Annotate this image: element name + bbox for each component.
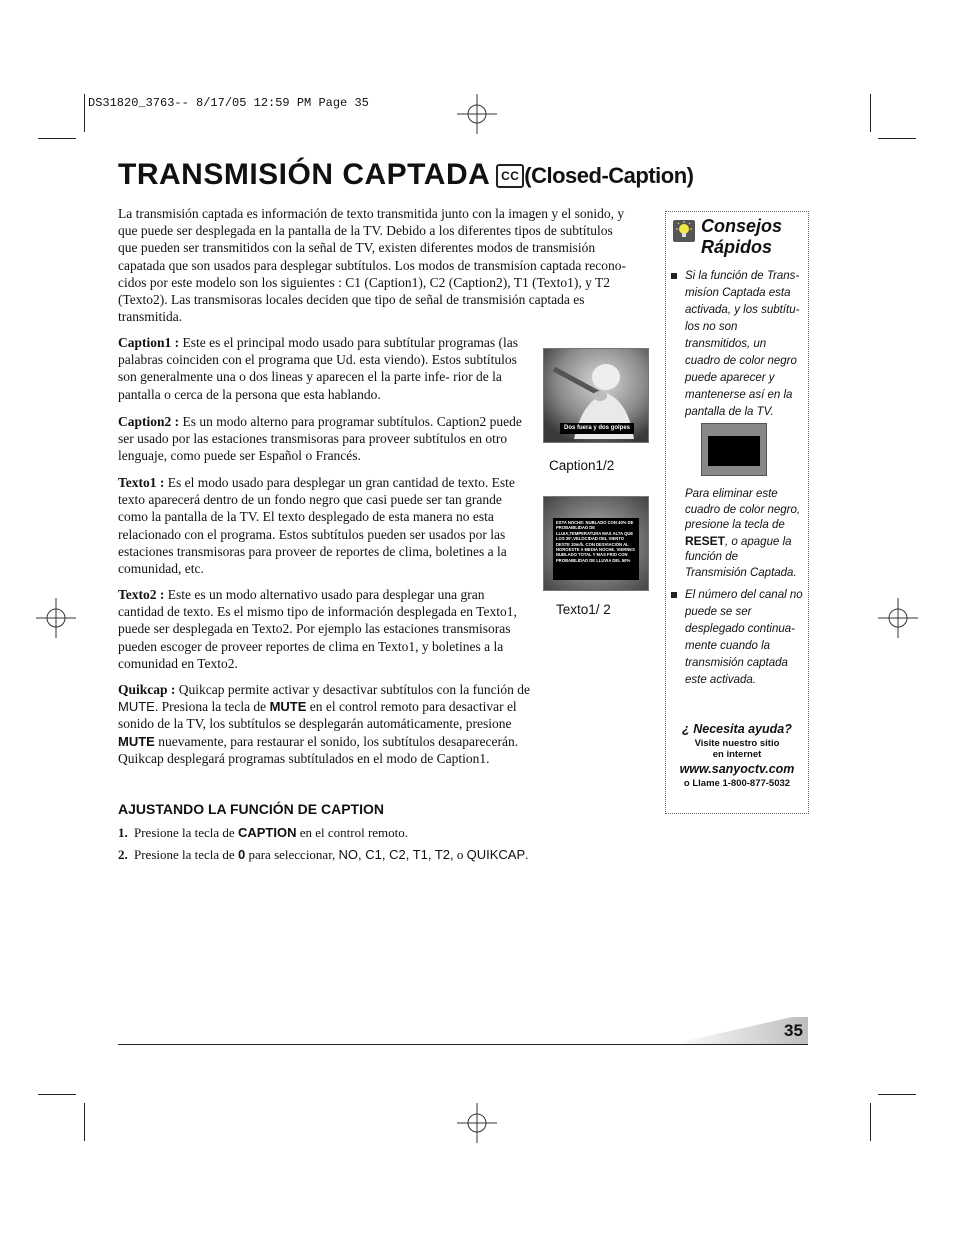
reset-key: RESET — [685, 533, 726, 548]
texto2-paragraph — [118, 586, 518, 672]
step-text: en el control remoto. — [296, 825, 409, 840]
page-number: 35 — [784, 1021, 803, 1040]
step-number: 1. — [118, 825, 128, 840]
help-url-link[interactable]: www.sanyoctv.com — [679, 762, 795, 776]
page-title-main: TRANSMISIÓN CAPTADA — [118, 158, 491, 191]
step-text: . — [525, 847, 529, 862]
step-text: o — [453, 847, 467, 862]
caption2-paragraph — [118, 413, 530, 465]
help-line1: Visite nuestro sitio — [694, 738, 780, 749]
crop-mark — [870, 1103, 871, 1141]
mute-key: MUTE — [118, 733, 155, 749]
step-text: para seleccionar, — [245, 847, 339, 862]
caption2-text: Es un modo alterno para programar subtítulos. Caption2 puede ser usado por las estaciones transmisoras para proveer subtítulos en otro lenguaje, como puede ser Español o Francés. — [118, 414, 522, 464]
caption1-paragraph — [118, 334, 528, 403]
help-question: ¿ Necesita ayuda? — [682, 722, 792, 736]
tip-2: El número del canal no puede se ser desplegado continua- mente cuando la transmisión captada este activada. — [685, 587, 803, 689]
quikcap-paragraph — [118, 681, 534, 767]
step-number: 2. — [118, 847, 128, 862]
caption-example-image — [543, 348, 649, 443]
print-slug: DS31820_3763-- 8/17/05 12:59 PM Page 35 — [88, 96, 369, 110]
texto1-paragraph — [118, 474, 524, 577]
crop-mark — [38, 138, 76, 139]
image2-caption: Texto1/ 2 — [556, 602, 611, 617]
bullet-square-icon — [671, 592, 677, 598]
tip-1: Si la función de Trans- misíon Captada esta activada, y los subtítu- los no son transmitidos, un cuadro de color negro puede aparecer y mantenerse así en la pantalla de la TV. — [685, 268, 803, 421]
page-title — [118, 158, 693, 192]
texto2-text: Este es un modo alternativo usado para desplegar una gran cantidad de texto. Es el mismo tipo de información desplegada en Texto1, puede ser desplegada en Texto2. Por ejemplo las estaciones transmisoras pueden escoger de proveer reportes de clima en Texto1, y boletines a la comunidad en Texto2. — [118, 587, 517, 671]
caption1-term: Caption1 : — [118, 335, 180, 350]
bullet-square-icon — [671, 273, 677, 279]
closed-caption-icon: CC — [496, 164, 524, 188]
caption2-term: Caption2 : — [118, 414, 180, 429]
caption-key: CAPTION — [237, 825, 297, 840]
registration-mark-icon — [457, 94, 497, 134]
quikcap-text: en el control remoto para desactivar el sonido de la TV, los subtítulos se desplegarán automáticamente, presione — [118, 699, 517, 732]
mode-options: NO, C1, C2, T1, T2, — [338, 847, 454, 862]
section-heading: AJUSTANDO LA FUNCIÓN DE CAPTION — [118, 801, 384, 817]
registration-mark-icon — [36, 598, 76, 638]
help-phone: o Llame 1-800-877-5032 — [683, 778, 791, 789]
mute-key: MUTE — [269, 699, 307, 715]
step-1 — [118, 825, 408, 841]
black-box-tv-image — [701, 423, 767, 476]
caption-overlay: Dos fuera y dos golpes — [560, 423, 634, 434]
crop-mark — [878, 1094, 916, 1095]
step-text: Presione la tecla de — [134, 825, 238, 840]
texto1-text: Es el modo usado para desplegar un gran cantidad de texto. Este texto aparecerá dentro de un fondo negro que casi puede ser tan grande como la pantalla de la TV. El texto desplegado de esta manera no esta relacionado con el programa. Estos subtítulos pueden ser usados por las estaciones transmisoras para proveer de reportes de clima, boletines a la comunidad, etc. — [118, 475, 515, 577]
tips-heading — [701, 216, 782, 258]
black-caption-box — [708, 436, 760, 466]
mute-key: MUTE — [118, 699, 155, 715]
step-text: Presione la tecla de — [134, 847, 238, 862]
quikcap-text: Quikcap permite activar y desactivar subtítulos con la función de — [175, 682, 531, 697]
page-title-sub: (Closed-Caption) — [524, 163, 694, 189]
tip-1b: Para eliminar este cuadro de color negro, presione la tecla de RESET, o apague la función de Transmisión Captada. — [685, 488, 801, 579]
crop-mark — [84, 1103, 85, 1141]
image1-caption: Caption1/2 — [549, 458, 615, 473]
text-mode-overlay: ESTA NOCHE: NUBLADO CON 40% DE PROBABILIDAD DE LLUIA,TEMPERATURA MAS ALTA QUE LOS 30°,VELOCIDAD DEL VIENTO DESTE 20m/h. CON DESVIACIÓN AL NOROESTE A MEDIA NOCHE. VIERNES NUBLADO TOTAL Y MAS FRIO CON PROBABILIDAD DE LLUVIA DEL 50% — [553, 518, 639, 580]
texto2-term: Texto2 : — [118, 587, 165, 602]
crop-mark — [870, 94, 871, 132]
help-block — [666, 722, 808, 789]
caption1-text: Este es el principal modo usado para subtítular programas (las palabras coinciden con el programa que Ud. esta viendo). Estos subtítulos son generalmente una o dos lineas y aparecen el la parte infe- rior de la pantalla o cerca de la persona que esta hablando. — [118, 335, 519, 402]
registration-mark-icon — [878, 598, 918, 638]
crop-mark — [38, 1094, 76, 1095]
intro-paragraph: La transmisión captada es información de texto transmitida junto con la imagen y el sonido, y que puede ser desplegada en la pantalla de la TV. Debido a los diferentes tipos de subtítulos que pueden ser transmitidos con la señal de TV, existen diferentes modos de transmisión capatada que son usados para desplegar subtítulos. Los modos de transmisíon captada recono- cidos por este modelo son los siguientes : C1 (Caption1), C2 (Caption2), T1 (Texto1), y T2 (Texto2). Las transmisoras locales deciden que tipo de señal de transmisión captada es transmitida. — [118, 206, 626, 325]
registration-mark-icon — [457, 1103, 497, 1143]
zero-key: 0 — [237, 847, 246, 862]
text-mode-example-image — [543, 496, 649, 591]
quikcap-text: . Presiona la tecla de — [154, 699, 270, 715]
crop-mark — [878, 138, 916, 139]
step-2 — [118, 847, 528, 863]
lightbulb-icon — [673, 220, 695, 242]
quikcap-term: Quikcap : — [118, 682, 176, 697]
crop-mark — [84, 94, 85, 132]
quikcap-option: QUIKCAP — [466, 847, 526, 862]
help-line2: en internet — [712, 749, 762, 760]
texto1-term: Texto1 : — [118, 475, 165, 490]
quikcap-text: nuevamente, para restaurar el sonido, los subtítulos desaparecerán. Quikcap desplegará programas subtítulados en el modo de Caption1. — [118, 733, 519, 766]
tips-sidebar — [665, 211, 809, 814]
tips-heading-line1: Consejos — [701, 216, 783, 236]
tips-heading-line2: Rápidos — [701, 237, 773, 257]
